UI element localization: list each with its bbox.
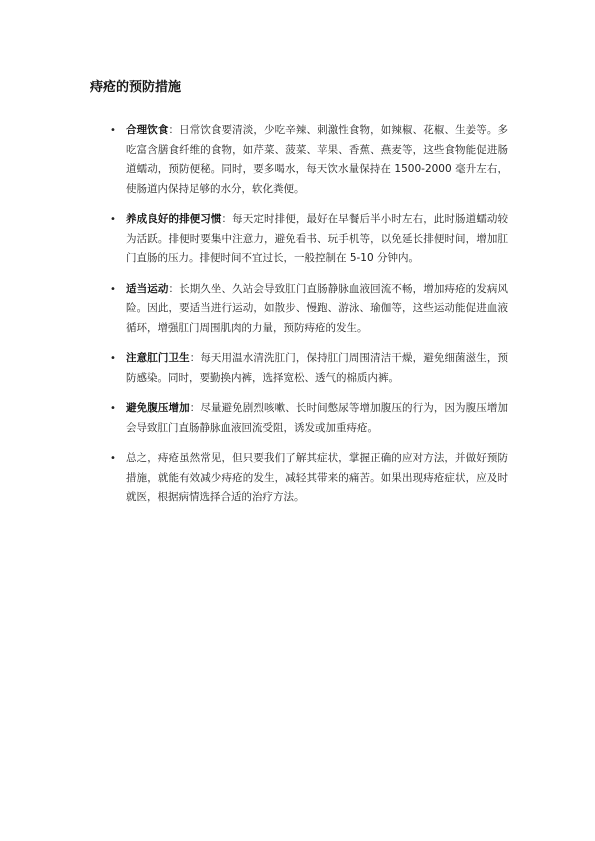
item-separator: ： (221, 213, 233, 225)
prevention-list (110, 121, 509, 519)
list-item-summary (110, 449, 508, 508)
bullet-icon: • (110, 453, 116, 464)
list-item-diet (110, 121, 509, 199)
item-term: 适当运动 (126, 282, 169, 295)
document-title: 痔疮的预防措施 (90, 80, 182, 95)
item-text: 尽量避免剧烈咳嗽、长时间憋尿等增加腹压的行为，因为腹压增加会导致肛门直肠静脉血液回流受阻，诱发或加重痔疮。 (126, 402, 509, 434)
item-separator: ： (168, 282, 180, 295)
item-text: 每天定时排便，最好在早餐后半小时左右，此时肠道蠕动较为活跃。排便时要集中注意力，避免看书、玩手机等，以免延长排便时间，增加肛门直肠的压力。排便时间不宜过长，一般控制在 5-10 分钟内。 (126, 213, 509, 264)
list-item-hygiene (110, 349, 509, 388)
item-term: 养成良好的排便习惯 (126, 213, 222, 225)
item-text: 长期久坐、久站会导致肛门直肠静脉血液回流不畅，增加痔疮的发病风险。因此，要适当进行运动，如散步、慢跑、游泳、瑜伽等，这些运动能促进血液循环，增强肛门周围肌肉的力量，预防痔疮的发生。 (126, 282, 509, 334)
bullet-icon: • (110, 403, 116, 414)
list-item-exercise (110, 280, 509, 339)
item-term: 注意肛门卫生 (126, 352, 190, 364)
item-text: 日常饮食要清淡，少吃辛辣、刺激性食物，如辣椒、花椒、生姜等。多吃富含膳食纤维的食物，如芹菜、菠菜、苹果、香蕉、燕麦等，这些食物能促进肠道蠕动，预防便秘。同时，要多喝水，每天饮水量保持在 1500-2000 毫升左右，使肠道内保持足够的水分，软化粪便。 (126, 124, 509, 195)
item-term: 合理饮食 (126, 124, 169, 136)
item-separator: ： (189, 402, 201, 414)
list-item-abdominal-pressure (110, 399, 509, 438)
bullet-icon: • (110, 214, 116, 225)
item-separator: ： (168, 124, 180, 136)
item-term: 避免腹压增加 (126, 402, 190, 414)
bullet-icon: • (110, 125, 116, 136)
bullet-icon: • (110, 283, 116, 295)
bullet-icon: • (110, 353, 116, 364)
item-text: 每天用温水清洗肛门，保持肛门周围清洁干燥，避免细菌滋生，预防感染。同时，要勤换内裤，选择宽松、透气的棉质内裤。 (126, 352, 509, 384)
item-separator: ： (189, 352, 201, 364)
item-text: 总之，痔疮虽然常见，但只要我们了解其症状，掌握正确的应对方法，并做好预防措施，就能有效减少痔疮的发生，减轻其带来的痛苦。如果出现痔疮症状，应及时就医，根据病情选择合适的治疗方法。 (126, 452, 508, 503)
list-item-bowel-habits (110, 210, 509, 269)
